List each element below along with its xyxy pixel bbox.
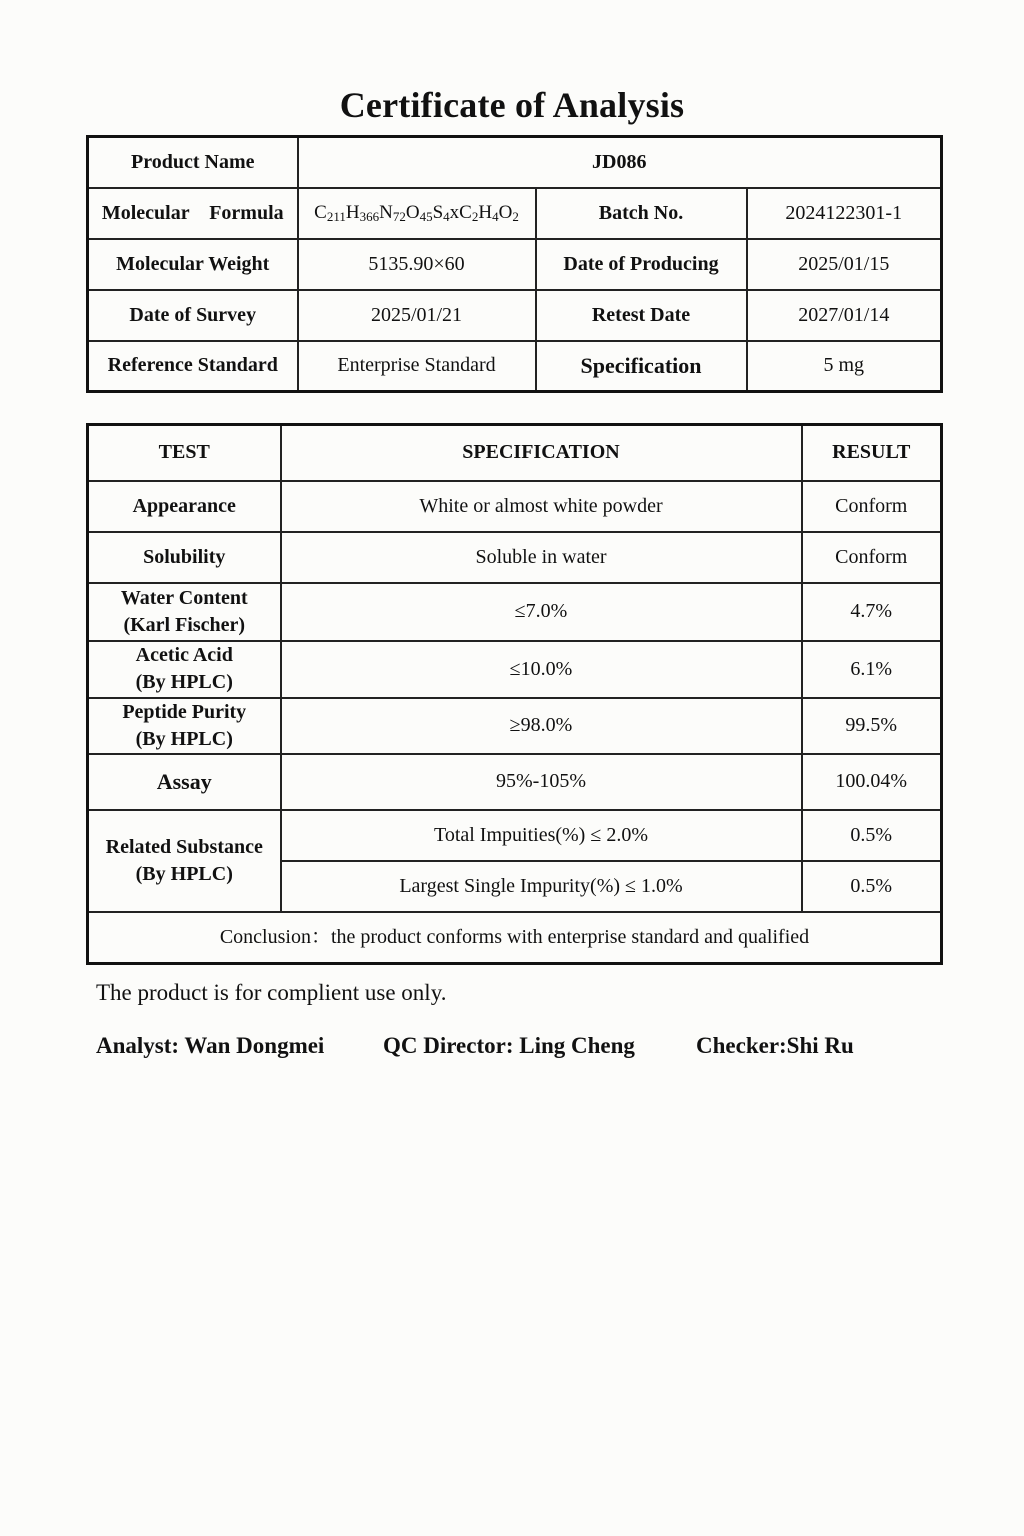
test-row-related-substance-total — [88, 810, 942, 861]
test-name-line1: Acetic Acid — [135, 644, 233, 666]
test-result: 100.04% — [802, 754, 942, 810]
test-name-line1: Related Substance — [105, 835, 263, 858]
test-specification: 95%-105% — [281, 754, 802, 810]
test-specification: White or almost white powder — [281, 481, 802, 532]
formula-subscript: 2 — [471, 209, 479, 225]
test-name — [88, 583, 281, 641]
test-name-line2: (By HPLC) — [135, 862, 233, 885]
test-specification: Largest Single Impurity(%) ≤ 1.0% — [281, 861, 802, 912]
date-of-producing-label: Date of Producing — [536, 239, 747, 290]
formula-subscript: 45 — [419, 209, 433, 225]
date-of-survey-label: Date of Survey — [88, 290, 298, 341]
date-of-survey-value: 2025/01/21 — [298, 290, 536, 341]
formula-text: H — [345, 202, 360, 224]
molecular-formula-label: Molecular Formula — [88, 188, 298, 239]
test-specification: Total Impuities(%) ≤ 2.0% — [281, 810, 802, 861]
test-name-line1: Peptide Purity — [122, 700, 247, 723]
test-result: Conform — [802, 532, 942, 583]
test-name — [88, 641, 281, 698]
specification-label: Specification — [536, 341, 747, 392]
formula-subscript: 366 — [359, 209, 380, 225]
retest-date-value: 2027/01/14 — [747, 290, 942, 341]
usage-note: The product is for complient use only. — [96, 980, 447, 1005]
test-name-line1: Assay — [156, 768, 212, 794]
test-header-row — [88, 425, 942, 481]
product-name-label: Product Name — [88, 137, 298, 188]
test-row-peptide-purity — [88, 698, 942, 754]
molecular-weight-value: 5135.90×60 — [298, 239, 536, 290]
document-title: Certificate of Analysis — [339, 85, 685, 125]
test-result: 0.5% — [802, 810, 942, 861]
test-row-acetic-acid — [88, 641, 942, 698]
test-specification: Soluble in water — [281, 532, 802, 583]
reference-standard-label: Reference Standard — [88, 341, 298, 392]
specification-column-header: SPECIFICATION — [281, 425, 802, 481]
test-column-header: TEST — [88, 425, 281, 481]
formula-text: C — [314, 202, 327, 224]
formula-subscript: 2 — [512, 209, 519, 225]
product-name-row — [88, 137, 942, 188]
formula-text: xC — [449, 202, 472, 224]
test-specification: ≤10.0% — [281, 641, 802, 698]
test-name-line1: Solubility — [143, 545, 226, 568]
specification-value: 5 mg — [747, 341, 942, 392]
survey-retest-row — [88, 290, 942, 341]
product-info-table — [86, 135, 943, 393]
test-result: Conform — [802, 481, 942, 532]
formula-text: O — [498, 202, 513, 224]
result-column-header: RESULT — [802, 425, 942, 481]
retest-date-label: Retest Date — [536, 290, 747, 341]
test-result: 99.5% — [802, 698, 942, 754]
test-name — [88, 754, 281, 810]
date-of-producing-value: 2025/01/15 — [747, 239, 942, 290]
test-result: 4.7% — [802, 583, 942, 641]
formula-text: H — [478, 202, 493, 224]
formula-batch-row — [88, 188, 942, 239]
test-name-line2: (By HPLC) — [135, 727, 233, 750]
formula-subscript: 4 — [492, 209, 499, 225]
batch-no-value: 2024122301-1 — [747, 188, 942, 239]
test-name-line2: (Karl Fischer) — [123, 613, 246, 636]
formula-text: S — [432, 202, 444, 224]
reference-standard-value: Enterprise Standard — [298, 341, 536, 392]
conclusion-text: Conclusion：the product conforms with enterprise standard and qualified — [88, 912, 942, 964]
test-name-line1: Appearance — [132, 494, 236, 517]
test-row-assay — [88, 754, 942, 810]
test-row-water-content — [88, 583, 942, 641]
molecular-formula-value — [298, 188, 536, 239]
standard-specification-row — [88, 341, 942, 392]
product-name-value: JD086 — [298, 137, 942, 188]
formula-subscript: 4 — [443, 209, 450, 225]
test-specification: ≤7.0% — [281, 583, 802, 641]
checker-signature: Checker:Shi Ru — [696, 1033, 854, 1058]
test-name — [88, 532, 281, 583]
test-row-solubility — [88, 532, 942, 583]
test-name — [88, 481, 281, 532]
test-result: 0.5% — [802, 861, 942, 912]
weight-producing-row — [88, 239, 942, 290]
test-name-line1: Water Content — [120, 586, 248, 609]
test-specification: ≥98.0% — [281, 698, 802, 754]
test-results-table — [86, 423, 943, 965]
test-row-appearance — [88, 481, 942, 532]
test-name — [88, 810, 281, 912]
qc-director-signature: QC Director: Ling Cheng — [383, 1033, 635, 1058]
test-name — [88, 698, 281, 754]
batch-no-label: Batch No. — [536, 188, 747, 239]
formula-text: N — [379, 202, 393, 224]
analyst-signature: Analyst: Wan Dongmei — [96, 1033, 325, 1058]
formula-text: O — [405, 202, 420, 224]
conclusion-row — [88, 912, 942, 964]
test-result: 6.1% — [802, 641, 942, 698]
molecular-weight-label: Molecular Weight — [88, 239, 298, 290]
test-name-line2: (By HPLC) — [135, 671, 233, 693]
formula-subscript: 72 — [392, 209, 406, 225]
formula-subscript: 211 — [326, 209, 346, 225]
